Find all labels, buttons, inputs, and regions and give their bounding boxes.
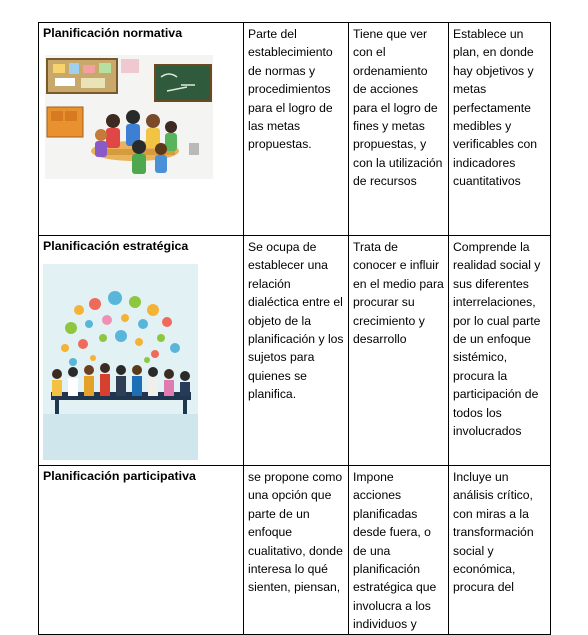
table-row	[39, 23, 551, 236]
description-cell: Impone acciones planificadas desde fuera, o de una planificación estratégica que involucra a los individuos y	[349, 466, 449, 635]
description-cell: Incluye un análisis crítico, con miras a la transformación social y económica, procura del	[449, 466, 551, 635]
classroom-illustration	[43, 51, 215, 181]
description-cell: Parte del establecimiento de normas y procedimientos para el logro de las metas propuestas.	[244, 23, 349, 236]
row-header-cell	[39, 236, 244, 466]
table-row	[39, 236, 551, 466]
row-header-cell	[39, 466, 244, 635]
row-title: Planificación participativa	[43, 469, 196, 483]
row-title: Planificación normativa	[43, 26, 183, 40]
description-cell: Tiene que ver con el ordenamiento de acciones para el logro de fines y metas propuestas, y con la utilización de recursos	[349, 23, 449, 236]
team-meeting-illustration	[43, 264, 198, 460]
table-row	[39, 466, 551, 635]
description-cell: Se ocupa de establecer una relación dialéctica entre el objeto de la planificación y los sujetos para quienes se planifica.	[244, 236, 349, 466]
description-cell: se propone como una opción que parte de un enfoque cualitativo, donde interesa lo qué sienten, piensan,	[244, 466, 349, 635]
description-cell: Establece un plan, en donde hay objetivos y metas perfectamente medibles y verificables con indicadores cuantitativos	[449, 23, 551, 236]
row-header-cell	[39, 23, 244, 236]
row-title: Planificación estratégica	[43, 239, 189, 253]
planning-types-table	[38, 22, 551, 635]
description-cell: Trata de conocer e influir en el medio para procurar su crecimiento y desarrollo	[349, 236, 449, 466]
description-cell: Comprende la realidad social y sus diferentes interrelaciones, por lo cual parte de un enfoque sistémico, procura la participación de todos los involucrados	[449, 236, 551, 466]
